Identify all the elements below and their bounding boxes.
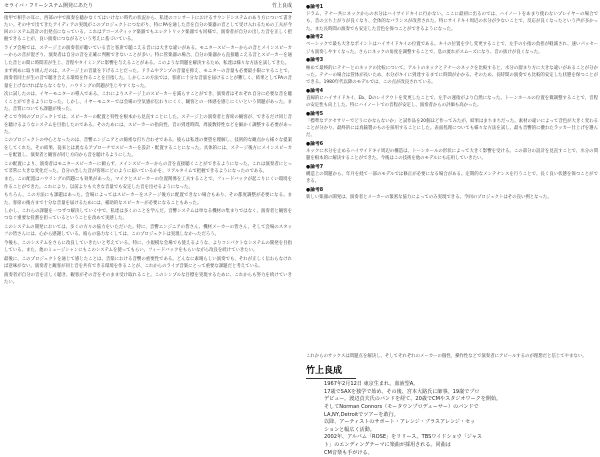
body-paragraph: 次に試したのは、イヤーモニターの導入である。これによりステージ上のスピーカーを減らすことができ、演奏者はそれぞれ自分に必要な音を聴くことができるようになった。しかし、イヤーモニターでは会場の空気感が伝わりにくく、観客との一体感を感じにくいという問題があった。また、音質についても課題が残った。: [4, 91, 292, 112]
body-paragraph: まず初めに取り組んだのは、ステージ上の音量を下げることだった。ドラムやアンプの音量を抑え、モニターの音量も必要最小限にすることで、演奏者同士が生の音で聴き合える環境を作ることを目指した。しかしこの方法では、客席に十分な音量を届けることが難しく、結果としてPAの音量を上げなければならなくなり、ハウリングの問題が生じやすくなった。: [4, 68, 292, 89]
section-text: 極めて最終的にテナーとのネックの比較について。アルトのネックとテナーのネックを比較すると、水分の溜まり方に大きな違いがあることが分かった。テナーの場合は管体が長いため、水分がキイに到達するまでに時間がかかる。そのため、長時間の演奏でも比較的安定した状態を保つことができる。1980年代以降のモデルでは、この点が改良されている。: [306, 65, 598, 86]
body-paragraph: また、この配置はハウリングの問題にも効果があった。マイクとスピーカーの位置関係を工夫することで、フィードバックが起こりにくい環境を作ることができた。これにより、以前よりも大きな音量でも安定した音を出せるようになった。: [4, 176, 292, 190]
bio-line: そしてNorman Connors（モータウンプロデューサー）のバンドで: [324, 404, 598, 412]
bio-line: ションと幅広く活動。: [324, 427, 598, 435]
body-paragraph: もちろん、この方法にも課題はあった。会場によってはスピーカーをステージ後方に配置できない場合もあり、その都度調整が必要になる。また、客席の後方まで十分な音量を届けるためには、補助的なスピーカーが必要になることもあった。: [4, 192, 292, 206]
section-text: ベーシックで最も大きなポイントはハイサイドキイの位置である。キイの位置を少し変更することで、左手の小指の負担が軽減され、速いパッセージも演奏しやすくなった。さらにネックの角度を調整することで、息の流れがスムーズになり、音の抜けが良くなった。: [306, 41, 598, 55]
bio-line: 以降、アーティストのサポート・アレンジ・ブラスアレンジ・セッ: [324, 419, 598, 427]
body-paragraph: このプロジェクトの中心となったのは、音響エンジニアとの綿密な打ち合わせである。彼らは私達の要望を理解し、技術的な観点から様々な提案をしてくれた。その結果、従来とは異なるアプローチでスピーカーを設計・配置することになった。具体的には、ステージ後方にメインスピーカーを配置し、演奏者と観客が同じ方向から音を聴けるようにした。: [4, 137, 292, 158]
section-heading: ●論考4: [306, 88, 598, 95]
section-text: ネックに水分を止めるハイサイドキイ周辺の構造は、トーンホールの形状によって大きく影響を受ける。この部分の設計を見直すことで、水分の問題を根本的に解決することができた。今後はこの技術を他のモデルにも応用していきたい。: [306, 148, 598, 162]
page-header: [4, 2, 292, 13]
left-column: [4, 15, 292, 445]
body-paragraph: そこで今回のプロジェクトでは、スピーカーの配置と特性を根本から見直すことにした。ステージ上の演奏者と客席の観客が、できるだけ同じ音を聴けるようなシステムを目指したのである。そのためには、スピーカーの指向性、音の到達時間、周波数特性などを細かく調整する必要があった。: [4, 114, 292, 135]
section-heading: ●論考3: [306, 57, 598, 64]
bio-line: LA,NY,Detroitでツアーを敢行。: [324, 412, 598, 420]
review-section: [306, 164, 598, 186]
section-text: 「標準なアクセサリーでどうにかならないか」と試作品を20個ほど作ってみたが、結果はまちまちだった。素材の違いによって音色が大きく変わることが分かり、最終的には真鍮製のものを採用することにした。表面処理についても様々な方法を試し、最も音響的に優れたラッカー仕上げを選んだ。: [306, 118, 598, 139]
bio-line: デビュー。渡辺貞夫氏のバンドを経て、20歳でCMやスタジオワークを開始。: [324, 396, 598, 404]
section-heading: ●論考6: [306, 141, 598, 148]
review-section: [306, 111, 598, 140]
right-column: [306, 4, 598, 446]
bio-line: 2002年、アルバム「ROSE」をリリース。TBSワイドショウ「ジャス: [324, 434, 598, 442]
review-section: [306, 57, 598, 86]
body-paragraph: しかし、これらの課題を一つずつ解決していく中で、私達は多くのことを学んだ。音響システムは単なる機材の集まりではなく、演奏者と観客をつなぐ重要な役割を担っているということを改めて実感した。: [4, 208, 292, 222]
review-sections: [306, 4, 598, 350]
bio-block: [306, 381, 598, 457]
section-text: ドラム、テナー共にネックからの水分はハイサイドキイに行かない。ここに最初に出るのでは、ハイノートをあまり使わないプレイヤーの場合でも、音の立ち上がりが良くなり、全体的なバランスが改善された。特にサイドキイ周辺の水分が少ないことで、反応が良くなったという声が多かった。また長時間の演奏でも安定した音色を保つことができるようになった。: [306, 11, 598, 32]
body-paragraph: この配置により、演奏者はモニタースピーカーに頼らず、メインスピーカーからの音を直接聴くことができるようになった。これは演奏者にとって非常に大きな変化だった。自分の出した音が客席にどのように届いているかを、リアルタイムで把握できるようになったのである。: [4, 161, 292, 175]
review-section: [306, 88, 598, 110]
body-paragraph: 指甲で相手の耳に、西部の中で演奏を聴かなくてはいけない時代の状況から、私達のコンサートにおけるサウンドシステムのあり方について書きたい。その中で出てきたアイディアの実現がこのプロジェクトにつながり、特にPAを通した音を自分の楽器の音として受け入れるための工夫が今回のシステム設計の出発点になっている。これはアコースティック楽器でもエレクトリック楽器でも同様で、演奏者が自分の出した音を正しく把握できることが、良い演奏につながるという考えに基づいている。: [4, 15, 292, 44]
section-text: 構造上の問題から、年月を経て一部のモデルでは修正が必要になる場合がある。定期的なメンテナンスを行うことで、長く良い状態を保つことができる。: [306, 171, 598, 185]
review-section: [306, 34, 598, 56]
section-heading: ●論考7: [306, 164, 598, 171]
body-paragraph: 演奏者が自分の音を正しく聴き、観客がその音をそのまま受け取れること。このシンプルな目標を実現するために、これからも努力を続けていきたい。: [4, 272, 292, 286]
bio-line: 1967年2月12日 東京生まれ。血液型A。: [324, 381, 598, 389]
section-heading: ●論考8: [306, 187, 598, 194]
section-heading: ●論考2: [306, 34, 598, 41]
bio-name: 竹上良成: [306, 366, 356, 379]
section-heading: ●論考5: [306, 111, 598, 118]
body-paragraph: ライブ会場では、ステージ上の演奏者が聴いている音と客席で聴こえる音には大きな違いがある。モニタースピーカーからの音とメインスピーカーからの音が混ざり、演奏者は自分の音を正確に判断できないことが多い。特に管楽器の場合、自分の楽器から直接聴こえる音とスピーカーを通した音との間に時間差が生じ、音程やタイミングに影響を与えることがある。このような問題を解決するため、私達は様々な方法を試してきた。: [4, 45, 292, 66]
body-paragraph: 最後に、このプロジェクトを通じて感じたことは、音楽における音響の重要性である。どんなに素晴らしい演奏でも、それが正しく伝わらなければ意味がない。演奏者と観客が同じ音を共有できる環境を作ることが、これからのライブ音楽にとって重要な課題だと考えている。: [4, 256, 292, 270]
review-section: [306, 141, 598, 163]
section-text: 新しい楽器の開発は、演奏者とメーカーの緊密な協力によってのみ実現できる。今回のプロジェクトはその良い例となった。: [306, 194, 598, 201]
section-heading: ●論考1: [306, 4, 598, 11]
closing-paragraph: これからのサックスは問題点を解決し、そしてそれぞれのメーカーの個性、操作性などで演奏者にアピールするのが理想だと信じてやまない。: [306, 353, 598, 360]
body-paragraph: このシステムの開発においては、多くの方々の協力をいただいた。特に、音響エンジニアの皆さん、機材メーカーの皆さん、そして会場のスタッフの皆さんには、心から感謝している。彼らの協力なくしては、このプロジェクトは実現しなかっただろう。: [4, 224, 292, 238]
review-section: [306, 4, 598, 33]
bio-line: CM音楽も手がける。: [324, 450, 598, 457]
review-section: [306, 187, 598, 201]
header-author: 竹上良成: [272, 2, 292, 11]
section-text: 直線的にハイサイドキイ、Eb、Dのレイアウトを変更したことで、左手の運指がより自然になった。トーンホールの位置を微調整することで、音程の安定性も向上した。特にハイノートでの音程が安定し、演奏者からの評価も高かった。: [306, 95, 598, 109]
body-paragraph: 今後も、このシステムをさらに改良していきたいと考えている。特に、小規模な会場でも使えるような、よりコンパクトなシステムの開発を目指している。また、他のミュージシャンにもこのシステムを使ってもらい、フィードバックをもらいながら改良を続けていきたい。: [4, 240, 292, 254]
page-title: セライバ・フリーシステム開発にあたり: [4, 2, 93, 11]
bio-line: 17歳でSAXを独学で始め、その後、宮本大路氏に師事。19歳でプロ: [324, 389, 598, 397]
bio-line: ト」のエンディングテーマに楽曲が採用される。同曲は: [324, 442, 598, 450]
